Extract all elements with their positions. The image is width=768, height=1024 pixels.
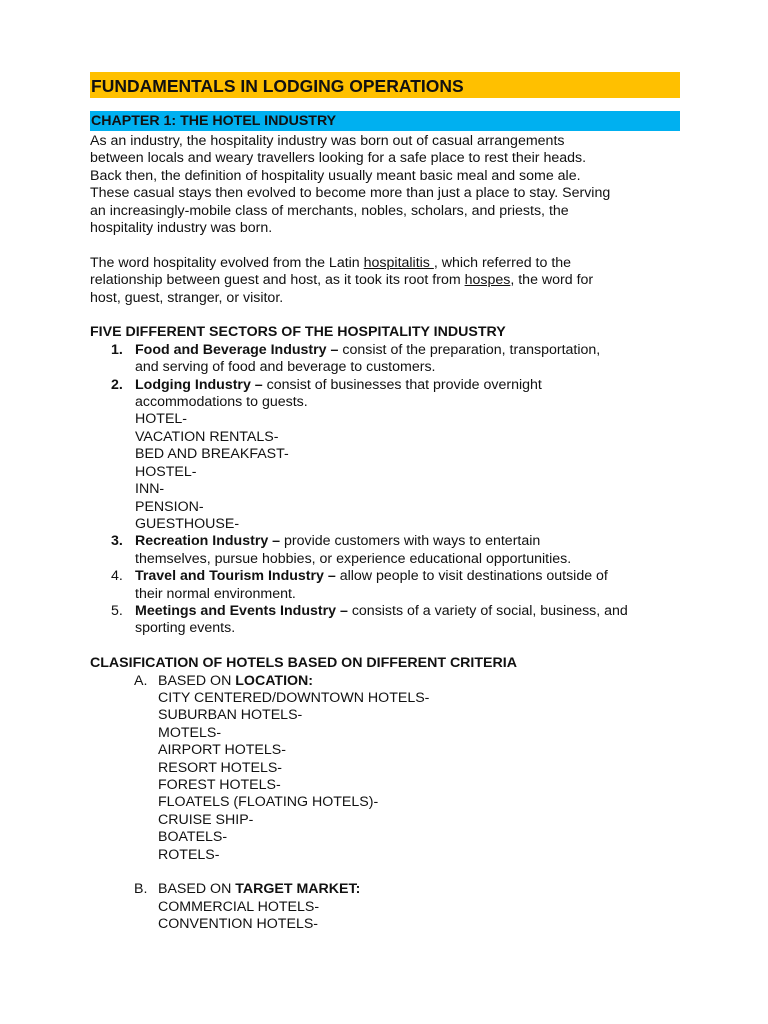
document-title: FUNDAMENTALS IN LODGING OPERATIONS <box>90 72 680 98</box>
criteria-item: B. BASED ON TARGET MARKET: <box>134 881 361 898</box>
hotel-type: BOATELS- <box>158 829 228 846</box>
text-line: As an industry, the hospitality industry was born out of casual arrangements <box>90 133 565 149</box>
lodging-type: VACATION RENTALS- <box>135 428 279 445</box>
spacer <box>90 864 680 881</box>
document-body <box>90 72 680 934</box>
hotel-type: CITY CENTERED/DOWNTOWN HOTELS- <box>158 689 430 706</box>
text-line: host, guest, stranger, or visitor. <box>90 289 284 306</box>
term-hospitalitis: hospitalitis <box>363 254 434 271</box>
hotel-type: RESORT HOTELS- <box>158 759 283 776</box>
hotel-type: ROTELS- <box>158 846 220 863</box>
hotel-type: AIRPORT HOTELS- <box>158 742 286 759</box>
text-line: an increasingly-mobile class of merchants, nobles, scholars, and priests, the <box>90 202 569 219</box>
hotel-type: COMMERCIAL HOTELS- <box>158 898 320 915</box>
term-hospes: hospes <box>464 272 511 289</box>
list-item: 2. Lodging Industry – consist of businesses that provide overnight <box>111 376 542 393</box>
hotel-type: FOREST HOTELS- <box>158 776 281 793</box>
hotel-type: CRUISE SHIP- <box>158 811 254 828</box>
text-line: relationship between guest and host, as it took its root from hospes, the word for <box>90 272 594 289</box>
lodging-type: HOTEL- <box>135 411 188 428</box>
hotel-type: SUBURBAN HOTELS- <box>158 707 303 724</box>
lodging-type: PENSION- <box>135 498 204 515</box>
list-item-cont: their normal environment. <box>135 585 296 602</box>
hotel-type: CONVENTION HOTELS- <box>158 916 319 933</box>
criteria-list <box>90 673 680 934</box>
chapter-heading: CHAPTER 1: THE HOTEL INDUSTRY <box>90 111 680 131</box>
list-item: 5. Meetings and Events Industry – consists of a variety of social, business, and <box>111 602 628 619</box>
text-line: between locals and weary travellers looking for a safe place to rest their heads. <box>90 150 587 167</box>
hotel-type: MOTELS- <box>158 724 222 741</box>
list-item-cont: accommodations to guests. <box>135 394 308 411</box>
intro-paragraph <box>90 133 680 237</box>
text-line: Back then, the definition of hospitality usually meant basic meal and some ale. <box>90 167 581 184</box>
text-line: These casual stays then evolved to become more than just a place to stay. Serving <box>90 185 611 202</box>
hotel-type: FLOATELS (FLOATING HOTELS)- <box>158 794 379 811</box>
lodging-type: HOSTEL- <box>135 463 197 480</box>
criteria-item: A. BASED ON LOCATION: <box>134 672 314 689</box>
list-item: 1. Food and Beverage Industry – consist of the preparation, transportation, <box>111 341 601 358</box>
lodging-type: GUESTHOUSE- <box>135 515 240 532</box>
sectors-list <box>90 342 680 638</box>
lodging-type: BED AND BREAKFAST- <box>135 446 289 463</box>
list-item: 4. Travel and Tourism Industry – allow people to visit destinations outside of <box>111 568 608 585</box>
sectors-heading: FIVE DIFFERENT SECTORS OF THE HOSPITALITY INDUSTRY <box>90 324 506 341</box>
classification-heading: CLASIFICATION OF HOTELS BASED ON DIFFERENT CRITERIA <box>90 655 517 672</box>
list-item-cont: themselves, pursue hobbies, or experience educational opportunities. <box>135 550 572 567</box>
etymology-paragraph <box>90 255 680 307</box>
text-line: The word hospitality evolved from the Latin hospitalitis , which referred to the <box>90 254 572 271</box>
lodging-type: INN- <box>135 481 165 498</box>
list-item-cont: and serving of food and beverage to customers. <box>135 359 436 376</box>
list-item: 3. Recreation Industry – provide customers with ways to entertain <box>111 533 541 550</box>
text-line: hospitality industry was born. <box>90 220 273 237</box>
list-item-cont: sporting events. <box>135 620 236 637</box>
